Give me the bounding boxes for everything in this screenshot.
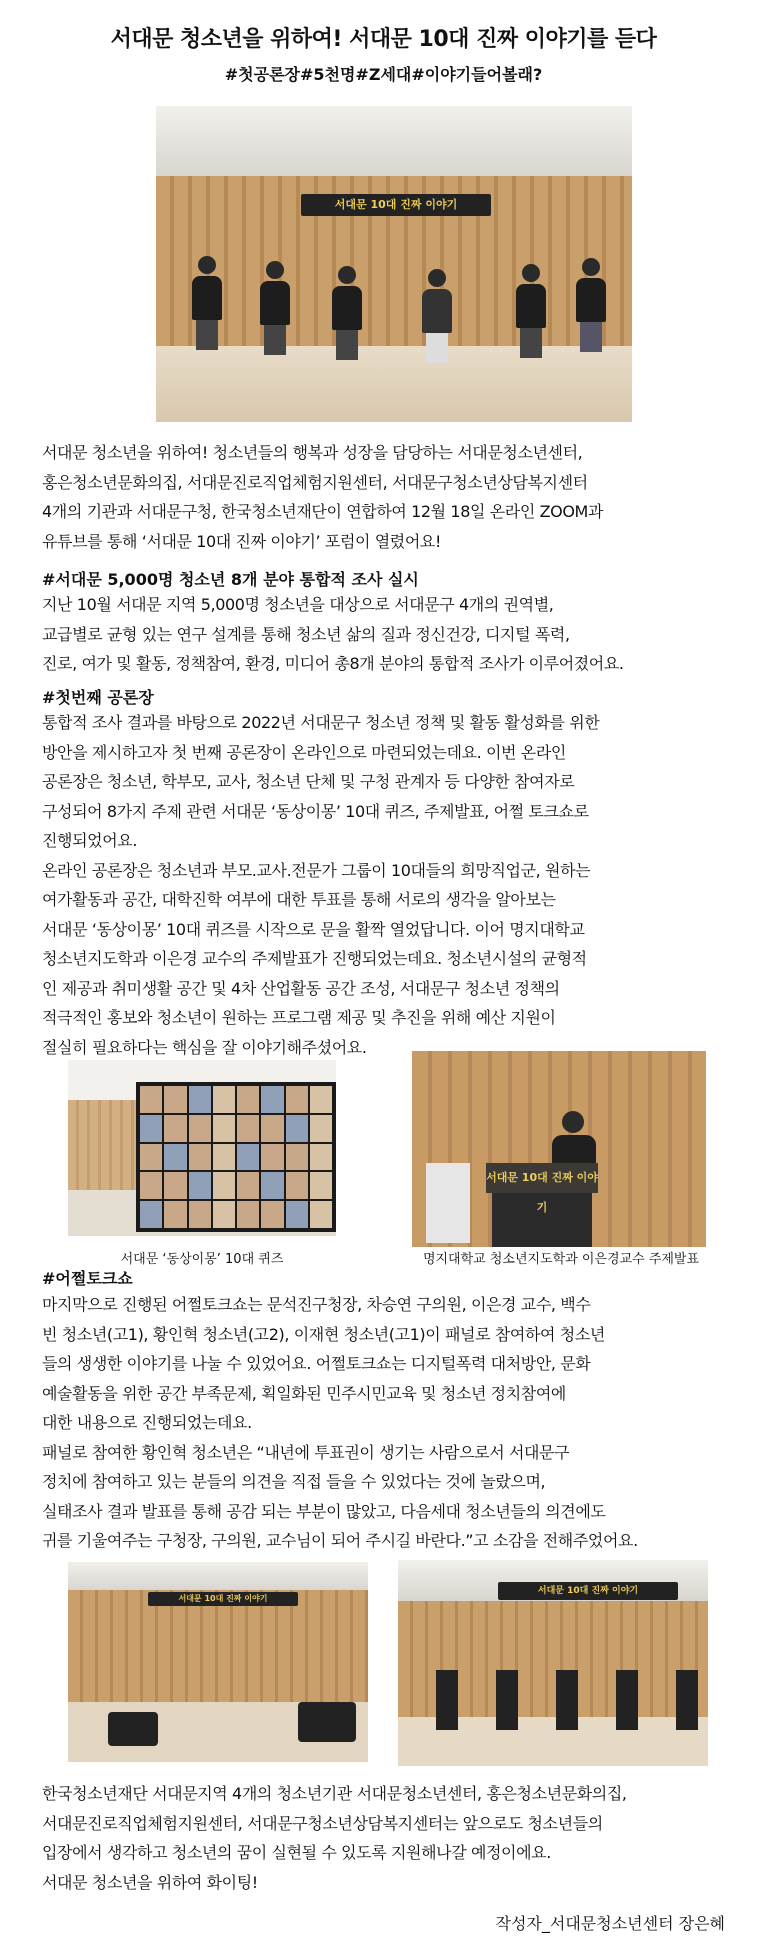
hashtags: #첫공론장#5천명#Z세대#이야기들어볼래? bbox=[224, 65, 543, 84]
stage-banner: 서대문 10대 진짜 이야기 bbox=[301, 194, 491, 216]
lecture-photo bbox=[412, 1051, 706, 1247]
text-line: 청소년지도학과 이은경 교수의 주제발표가 진행되었는데요. 청소년시설의 균형적 bbox=[42, 949, 587, 968]
podium-sign: 서대문 10대 진짜 이야기 bbox=[486, 1163, 598, 1193]
forum-paragraph bbox=[42, 708, 732, 1062]
text-line: 마지막으로 진행된 어쩔토크쇼는 문석진구청장, 차승연 구의원, 이은경 교수, 백수 bbox=[42, 1295, 591, 1314]
stage-banner-small: 서대문 10대 진짜 이야기 bbox=[498, 1582, 678, 1600]
text-line: 대한 내용으로 진행되었는데요. bbox=[42, 1413, 252, 1432]
page-title: 서대문 청소년을 위하여! 서대문 10대 진짜 이야기를 듣다 bbox=[110, 27, 657, 52]
stage-photo bbox=[156, 106, 632, 422]
text-line: 4개의 기관과 서대문구청, 한국청소년재단이 연합하여 12월 18일 온라인 ZOOM과 bbox=[42, 502, 603, 521]
text-line: 절실히 필요하다는 핵심을 잘 이야기해주셨어요. bbox=[42, 1037, 367, 1057]
section-heading-forum: #첫번째 공론장 bbox=[42, 688, 154, 707]
text-line: 들의 생생한 이야기를 나눌 수 있었어요. 어쩔토크쇼는 디지털폭력 대처방안, 문화 bbox=[42, 1354, 591, 1373]
text-line: 서대문 청소년을 위하여 화이팅! bbox=[42, 1872, 258, 1892]
text-line: 실태조사 결과 발표를 통해 공감 되는 부분이 많았고, 다음세대 청소년들의 의견에도 bbox=[42, 1501, 606, 1521]
panel-photo bbox=[398, 1560, 708, 1766]
text-line: 여가활동과 공간, 대학진학 여부에 대한 투표를 통해 서로의 생각을 알아보는 bbox=[42, 890, 556, 909]
section-heading-talkshow: #어쩔토크쇼 bbox=[42, 1269, 133, 1288]
author-credit: 작성자_서대문청소년센터 장은혜 bbox=[495, 1914, 725, 1933]
survey-paragraph bbox=[42, 590, 732, 679]
text-line: 빈 청소년(고1), 황인혁 청소년(고2), 이재현 청소년(고1)이 패널로 참여하여 청소년 bbox=[42, 1324, 605, 1344]
stage-banner-small: 서대문 10대 진짜 이야기 bbox=[148, 1592, 298, 1606]
zoom-video-wall bbox=[136, 1082, 336, 1232]
text-line: 진로, 여가 및 활동, 정책참여, 환경, 미디어 총8개 분야의 통합적 조사가 이루어졌어요. bbox=[42, 654, 624, 673]
panelist bbox=[516, 264, 546, 358]
lecture-caption: 명지대학교 청소년지도학과 이은경교수 주제발표 bbox=[422, 1252, 700, 1267]
intro-paragraph bbox=[42, 438, 732, 556]
text-line: 구성되어 8가지 주제 관련 서대문 ‘동상이몽’ 10대 퀴즈, 주제발표, 어쩔 토크쇼로 bbox=[42, 801, 589, 821]
text-line: 공론장은 청소년, 학부모, 교사, 청소년 단체 및 구청 관계자 등 다양한 참여자로 bbox=[42, 772, 575, 791]
text-line: 지난 10월 서대문 지역 5,000명 청소년을 대상으로 서대문구 4개의 권역별, bbox=[42, 595, 554, 614]
section-heading-survey: #서대문 5,000명 청소년 8개 분야 통합적 조사 실시 bbox=[42, 570, 419, 589]
text-line: 패널로 참여한 황인혁 청소년은 “내년에 투표권이 생기는 사람으로서 서대문구 bbox=[42, 1442, 570, 1462]
panelist bbox=[576, 258, 606, 352]
talkshow-paragraph bbox=[42, 1290, 732, 1556]
text-line: 인 제공과 취미생활 공간 및 4차 산업활동 공간 조성, 서대문구 청소년 정책의 bbox=[42, 978, 560, 998]
text-line: 교급별로 균형 있는 연구 설계를 통해 청소년 삶의 질과 정신건강, 디지털 폭력, bbox=[42, 624, 570, 644]
broadcast-photo bbox=[68, 1562, 368, 1762]
text-line: 입장에서 생각하고 청소년의 꿈이 실현될 수 있도록 지원해나갈 예정이에요. bbox=[42, 1843, 551, 1862]
text-line: 방안을 제시하고자 첫 번째 공론장이 온라인으로 마련되었는데요. 이번 온라인 bbox=[42, 742, 566, 762]
text-line: 통합적 조사 결과를 바탕으로 2022년 서대문구 청소년 정책 및 활동 활성화를 위한 bbox=[42, 713, 600, 732]
text-line: 서대문진로직업체험지원센터, 서대문구청소년상담복지센터는 앞으로도 청소년들의 bbox=[42, 1813, 603, 1833]
text-line: 진행되었어요. bbox=[42, 831, 138, 850]
panelist bbox=[332, 266, 362, 360]
closing-paragraph bbox=[42, 1779, 732, 1897]
text-line: 유튜브를 통해 ‘서대문 10대 진짜 이야기’ 포럼이 열렸어요! bbox=[42, 531, 441, 551]
text-line: 귀를 기울여주는 구청장, 구의원, 교수님이 되어 주시길 바란다.”고 소감을 전해주었어요. bbox=[42, 1531, 638, 1550]
panelist bbox=[260, 261, 290, 355]
text-line: 한국청소년재단 서대문지역 4개의 청소년기관 서대문청소년센터, 홍은청소년문화의집, bbox=[42, 1784, 627, 1803]
zoom-quiz-photo bbox=[68, 1060, 336, 1236]
text-line: 홍은청소년문화의집, 서대문진로직업체험지원센터, 서대문구청소년상담복지센터 bbox=[42, 472, 588, 492]
text-line: 온라인 공론장은 청소년과 부모.교사.전문가 그룹이 10대들의 희망직업군, 원하는 bbox=[42, 860, 591, 880]
text-line: 예술활동을 위한 공간 부족문제, 획일화된 민주시민교육 및 청소년 정치참여에 bbox=[42, 1383, 566, 1403]
text-line: 서대문 ‘동상이몽’ 10대 퀴즈를 시작으로 문을 활짝 열었답니다. 이어 명지대학교 bbox=[42, 919, 585, 939]
text-line: 적극적인 홍보와 청소년이 원하는 프로그램 제공 및 추진을 위해 예산 지원이 bbox=[42, 1008, 556, 1027]
text-line: 정치에 참여하고 있는 분들의 의견을 직접 들을 수 있었다는 것에 놀랐으며, bbox=[42, 1472, 546, 1491]
zoom-quiz-caption: 서대문 ‘동상이몽’ 10대 퀴즈 bbox=[120, 1252, 284, 1267]
panelist bbox=[192, 256, 222, 350]
panelist bbox=[422, 269, 452, 363]
text-line: 서대문 청소년을 위하여! 청소년들의 행복과 성장을 담당하는 서대문청소년센터, bbox=[42, 443, 583, 462]
